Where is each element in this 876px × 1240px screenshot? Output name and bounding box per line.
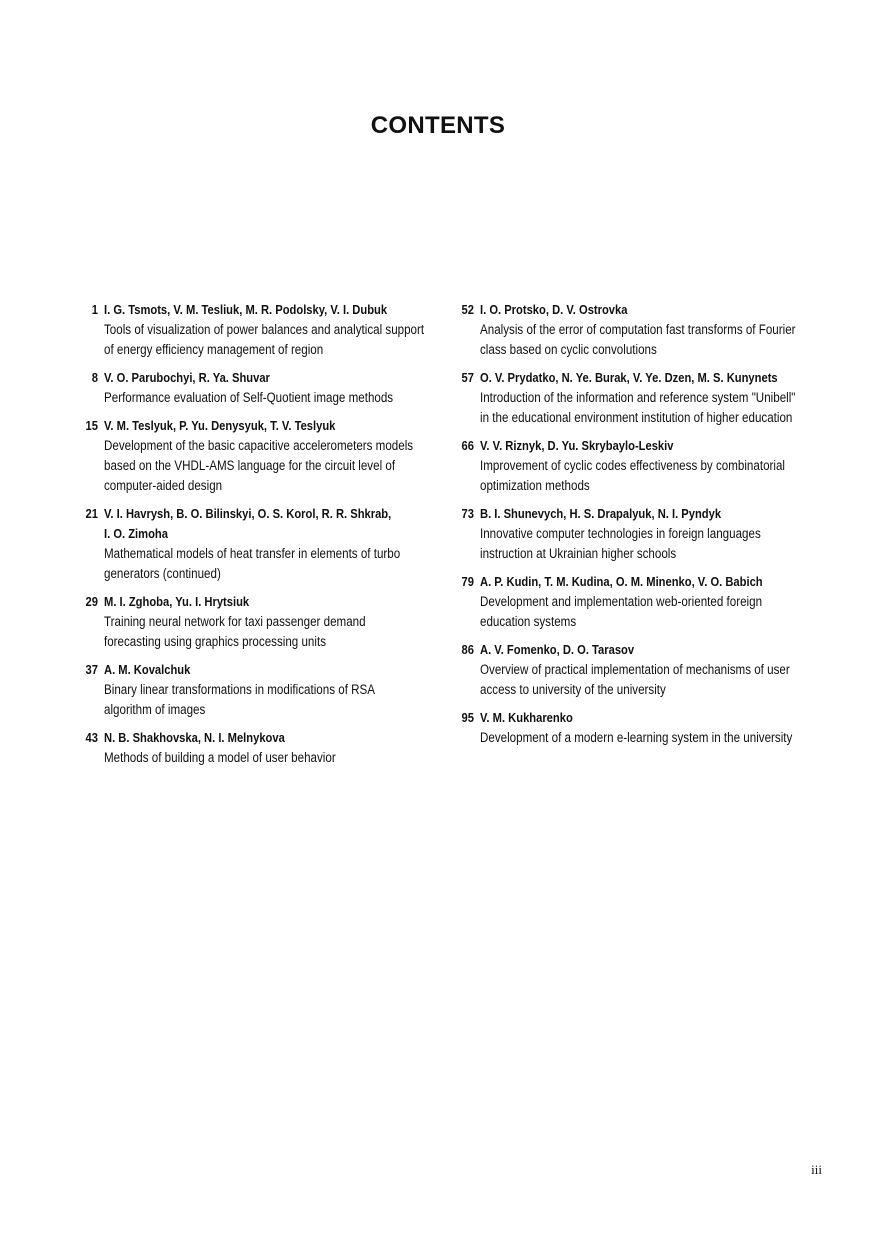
toc-article-title: Performance evaluation of Self-Quotient image methods xyxy=(104,390,394,405)
toc-article-title: Analysis of the error of computation fast transforms of Fourier class based on cyclic convolutions xyxy=(480,322,796,357)
toc-article-title: Improvement of cyclic codes effectiveness by combinatorial optimization methods xyxy=(480,458,786,493)
contents-left-column xyxy=(80,300,425,776)
toc-authors: A. M. Kovalchuk xyxy=(104,662,191,677)
toc-article-title: Introduction of the information and reference system "Unibell" in the educational environment institution of higher education xyxy=(480,390,796,425)
toc-authors: N. B. Shakhovska, N. I. Melnykova xyxy=(104,730,285,745)
toc-page-number: 52 xyxy=(461,302,474,317)
toc-authors: V. I. Havrysh, B. O. Bilinskyi, O. S. Korol, R. R. Shkrab, I. O. Zimoha xyxy=(104,506,392,541)
page-folio: iii xyxy=(811,1162,822,1177)
toc-authors: A. P. Kudin, T. M. Kudina, O. M. Minenko, V. O. Babich xyxy=(480,574,763,589)
toc-page-number: 29 xyxy=(85,594,98,609)
toc-page-number: 79 xyxy=(461,574,474,589)
toc-page-number: 86 xyxy=(461,642,474,657)
toc-article-title: Binary linear transformations in modifications of RSA algorithm of images xyxy=(104,682,375,717)
contents-title: CONTENTS xyxy=(370,112,506,139)
toc-entry[interactable] xyxy=(456,300,801,360)
toc-article-title: Methods of building a model of user behavior xyxy=(104,750,336,765)
toc-authors: V. M. Kukharenko xyxy=(480,710,573,725)
toc-page-number: 8 xyxy=(91,370,98,385)
toc-entry[interactable] xyxy=(80,728,425,768)
toc-page-number: 66 xyxy=(461,438,474,453)
toc-entry[interactable] xyxy=(80,368,425,408)
toc-authors: V. O. Parubochyi, R. Ya. Shuvar xyxy=(104,370,270,385)
toc-article-title: Tools of visualization of power balances and analytical support of energy efficiency management of region xyxy=(104,322,425,357)
toc-entry[interactable] xyxy=(456,708,801,748)
toc-entry[interactable] xyxy=(456,572,801,632)
toc-page-number: 1 xyxy=(91,302,98,317)
toc-entry[interactable] xyxy=(80,660,425,720)
toc-entry[interactable] xyxy=(80,504,425,584)
toc-entry[interactable] xyxy=(456,436,801,496)
toc-article-title: Development of the basic capacitive accelerometers models based on the VHDL-AMS language for the circuit level of computer-aided design xyxy=(104,438,414,493)
toc-page-number: 57 xyxy=(461,370,474,385)
toc-page-number: 37 xyxy=(85,662,98,677)
toc-article-title: Training neural network for taxi passenger demand forecasting using graphics processing units xyxy=(104,614,366,649)
toc-article-title: Innovative computer technologies in foreign languages instruction at Ukrainian higher schools xyxy=(480,526,761,561)
toc-page-number: 73 xyxy=(461,506,474,521)
toc-entry[interactable] xyxy=(80,300,425,360)
toc-authors: V. M. Teslyuk, P. Yu. Denysyuk, T. V. Teslyuk xyxy=(104,418,336,433)
toc-authors: V. V. Riznyk, D. Yu. Skrybaylo-Leskiv xyxy=(480,438,674,453)
toc-page-number: 15 xyxy=(85,418,98,433)
toc-authors: A. V. Fomenko, D. O. Tarasov xyxy=(480,642,635,657)
toc-article-title: Mathematical models of heat transfer in elements of turbo generators (continued) xyxy=(104,546,401,581)
toc-authors: B. I. Shunevych, H. S. Drapalyuk, N. I. Pyndyk xyxy=(480,506,722,521)
toc-authors: I. G. Tsmots, V. M. Tesliuk, M. R. Podolsky, V. I. Dubuk xyxy=(104,302,388,317)
toc-article-title: Development and implementation web-oriented foreign education systems xyxy=(480,594,763,629)
contents-right-column xyxy=(456,300,801,756)
toc-page-number: 43 xyxy=(85,730,98,745)
toc-page-number: 21 xyxy=(85,506,98,521)
toc-article-title: Development of a modern e-learning system in the university xyxy=(480,730,793,745)
toc-entry[interactable] xyxy=(80,592,425,652)
toc-authors: O. V. Prydatko, N. Ye. Burak, V. Ye. Dzen, M. S. Kunynets xyxy=(480,370,778,385)
toc-authors: M. I. Zghoba, Yu. I. Hrytsiuk xyxy=(104,594,250,609)
toc-authors: I. O. Protsko, D. V. Ostrovka xyxy=(480,302,628,317)
toc-page-number: 95 xyxy=(461,710,474,725)
toc-entry[interactable] xyxy=(456,640,801,700)
toc-entry[interactable] xyxy=(456,368,801,428)
toc-entry[interactable] xyxy=(80,416,425,496)
toc-entry[interactable] xyxy=(456,504,801,564)
toc-article-title: Overview of practical implementation of mechanisms of user access to university of the university xyxy=(480,662,790,697)
